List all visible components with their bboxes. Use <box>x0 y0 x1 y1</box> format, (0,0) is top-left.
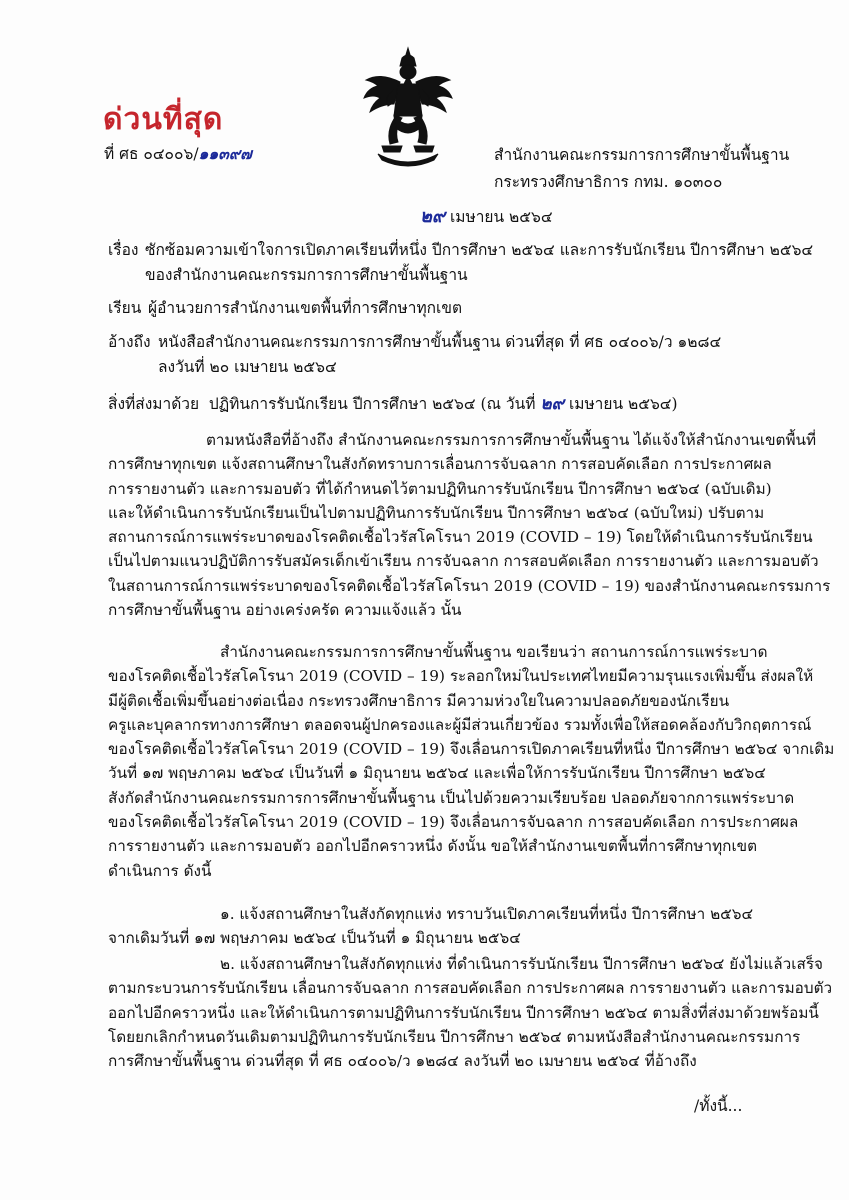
paragraph-line: ๒. แจ้งสถานศึกษาในสังกัดทุกแห่ง ที่ดำเนินการรับนักเรียน ปีการศึกษา ๒๕๖๔ ยังไม่แล้วเสร็จ <box>220 955 823 973</box>
paragraph-line: โดยยกเลิกกำหนดวันเดิมตามปฏิทินการรับนักเรียน ปีการศึกษา ๒๕๖๔ ตามหนังสือสำนักงานคณะกรรมการ <box>108 1027 801 1046</box>
subject-line-1: ซักซ้อมความเข้าใจการเปิดภาคเรียนที่หนึ่ง ปีการศึกษา ๒๕๖๔ และการรับนักเรียน ปีการศึกษา ๒๕๖๔ <box>145 241 814 259</box>
paragraph-line: จากเดิมวันที่ ๑๗ พฤษภาคม ๒๕๖๔ เป็นวันที่ ๑ มิถุนายน ๒๕๖๔ <box>108 929 521 948</box>
paragraph-line: สถานการณ์การแพร่ระบาดของโรคติดเชื้อไวรัสโคโรนา 2019 (COVID – 19) โดยให้ดำเนินการรับนักเรียน <box>108 528 813 547</box>
paragraph-line: ของโรคติดเชื้อไวรัสโคโรนา 2019 (COVID – 19) จึงเลื่อนการจับฉลาก การสอบคัดเลือก การประกาศผล <box>108 813 799 832</box>
list-item-1 <box>108 902 768 951</box>
paragraph-line: วันที่ ๑๗ พฤษภาคม ๒๕๖๔ เป็นวันที่ ๑ มิถุนายน ๒๕๖๔ และเพื่อให้การรับนักเรียน ปีการศึกษา ๒๕๖๔ <box>108 764 766 783</box>
enclosure-text-b: เมษายน ๒๕๖๔) <box>568 395 678 413</box>
list-item-2 <box>108 952 833 1073</box>
urgency-stamp: ด่วนที่สุด <box>103 102 224 137</box>
paragraph-line: การรายงานตัว และการมอบตัว ที่ได้กำหนดไว้ตามปฏิทินการรับนักเรียน ปีการศึกษา ๒๕๖๔ (ฉบับเดิม) <box>108 479 772 498</box>
enclosure-label: สิ่งที่ส่งมาด้วย <box>108 395 200 413</box>
office-name: สำนักงานคณะกรรมการการศึกษาขั้นพื้นฐาน <box>494 146 790 164</box>
paragraph-line: การศึกษาทุกเขต แจ้งสถานศึกษาในสังกัดทราบการเลื่อนการจับฉลาก การสอบคัดเลือก การประกาศผล <box>108 455 772 474</box>
paragraph-line: ตามหนังสือที่อ้างถึง สำนักงานคณะกรรมการการศึกษาขั้นพื้นฐาน ได้แจ้งให้สำนักงานเขตพื้นที่ <box>206 431 817 449</box>
paragraph-line: ๑. แจ้งสถานศึกษาในสังกัดทุกแห่ง ทราบวันเปิดภาคเรียนที่หนึ่ง ปีการศึกษา ๒๕๖๔ <box>220 905 754 923</box>
enclosure-day-handwritten: ๒๙ <box>540 394 565 414</box>
paragraph-line: สำนักงานคณะกรรมการการศึกษาขั้นพื้นฐาน ขอเรียนว่า สถานการณ์การแพร่ระบาด <box>220 643 768 661</box>
paragraph-line: ดำเนินการ ดังนี้ <box>108 861 212 880</box>
paragraph-line: เป็นไปตามแนวปฏิบัติการรับสมัครเด็กเข้าเรียน การจับฉลาก การสอบคัดเลือก การรายงานตัว และการมอบตัว <box>108 552 819 571</box>
salutation-label: เรียน <box>108 299 142 317</box>
paragraph-line: ในสถานการณ์การแพร่ระบาดของโรคติดเชื้อไวรัสโคโรนา 2019 (COVID – 19) ของสำนักงานคณะกรรมการ <box>108 576 831 595</box>
paragraph-line: การศึกษาขั้นพื้นฐาน อย่างเคร่งครัด ความแจ้งแล้ว นั้น <box>108 601 462 620</box>
office-address: กระทรวงศึกษาธิการ กทม. ๑๐๓๐๐ <box>494 173 723 191</box>
date-month-year: เมษายน ๒๕๖๔ <box>450 208 553 226</box>
paragraph-line: สังกัดสำนักงานคณะกรรมการการศึกษาขั้นพื้นฐาน เป็นไปด้วยความเรียบร้อย ปลอดภัยจากการแพร่ระบาด <box>108 788 795 807</box>
reference-number-line <box>104 143 252 165</box>
date-day-handwritten: ๒๙ <box>420 206 446 227</box>
paragraph-line: การศึกษาขั้นพื้นฐาน ด่วนที่สุด ที่ ศธ ๐๔๐๐๖/ว ๑๒๘๔ ลงวันที่ ๒๐ เมษายน ๒๕๖๔ ที่อ้างถึง <box>108 1052 697 1071</box>
reference-label: อ้างถึง <box>108 333 151 351</box>
ref-number-handwritten: ๑๑๓๙๗ <box>198 144 252 163</box>
paragraph-line: การรายงานตัว และการมอบตัว ออกไปอีกคราวหนึ่ง ดังนั้น ขอให้สำนักงานเขตพื้นที่การศึกษาทุกเขต <box>108 837 758 856</box>
paragraph-line: ของโรคติดเชื้อไวรัสโคโรนา 2019 (COVID – 19) จึงเลื่อนการเปิดภาคเรียนที่หนึ่ง ปีการศึกษา ๒๕๖๔ จากเดิม <box>108 740 835 759</box>
reference-line-2: ลงวันที่ ๒๐ เมษายน ๒๕๖๔ <box>158 358 337 376</box>
paragraph-line: ออกไปอีกคราวหนึ่ง และให้ดำเนินการตามปฏิทินการรับนักเรียน ปีการศึกษา ๒๕๖๔ ตามสิ่งที่ส่งมาด้วยพร้อมนี้ <box>108 1003 819 1022</box>
document-date <box>420 206 553 228</box>
ref-prefix: ที่ ศธ ๐๔๐๐๖/ <box>104 145 199 163</box>
continuation-marker: /ทั้งนี้... <box>694 1097 743 1115</box>
salutation-text: ผู้อำนวยการสำนักงานเขตพื้นที่การศึกษาทุกเขต <box>148 299 463 317</box>
reference-line-1: หนังสือสำนักงานคณะกรรมการการศึกษาขั้นพื้นฐาน ด่วนที่สุด ที่ ศธ ๐๔๐๐๖/ว ๑๒๘๔ <box>158 333 722 351</box>
paragraph-line: ครูและบุคลากรทางการศึกษา ตลอดจนผู้ปกครองและผู้มีส่วนเกี่ยวข้อง รวมทั้งเพื่อให้สอดคล้องกับวิกฤตการณ์ <box>108 715 812 734</box>
paragraph-line: และให้ดำเนินการรับนักเรียนเป็นไปตามปฏิทินการรับนักเรียน ปีการศึกษา ๒๕๖๔ (ฉบับใหม่) ปรับตาม <box>108 503 765 522</box>
subject-line-2: ของสำนักงานคณะกรรมการการศึกษาขั้นพื้นฐาน <box>145 266 468 284</box>
paragraph-line: ของโรคติดเชื้อไวรัสโคโรนา 2019 (COVID – 19) ระลอกใหม่ในประเทศไทยมีความรุนแรงเพิ่มขึ้น ส่งผลให้ <box>108 667 814 686</box>
enclosure-line <box>108 394 678 415</box>
body-paragraph-1 <box>108 428 831 622</box>
enclosure-text-a: ปฏิทินการรับนักเรียน ปีการศึกษา ๒๕๖๔ (ณ วันที่ <box>208 395 536 413</box>
garuda-emblem-icon <box>360 46 456 174</box>
subject-label: เรื่อง <box>108 241 139 259</box>
body-paragraph-2 <box>108 640 835 883</box>
paragraph-line: มีผู้ติดเชื้อเพิ่มขึ้นอย่างต่อเนื่อง กระทรวงศึกษาธิการ มีความห่วงใยในความปลอดภัยของนักเรียน <box>108 691 730 710</box>
paragraph-line: ตามกระบวนการรับนักเรียน เลื่อนการจับฉลาก การสอบคัดเลือก การประกาศผล การรายงานตัว และการมอบตัว <box>108 979 833 998</box>
